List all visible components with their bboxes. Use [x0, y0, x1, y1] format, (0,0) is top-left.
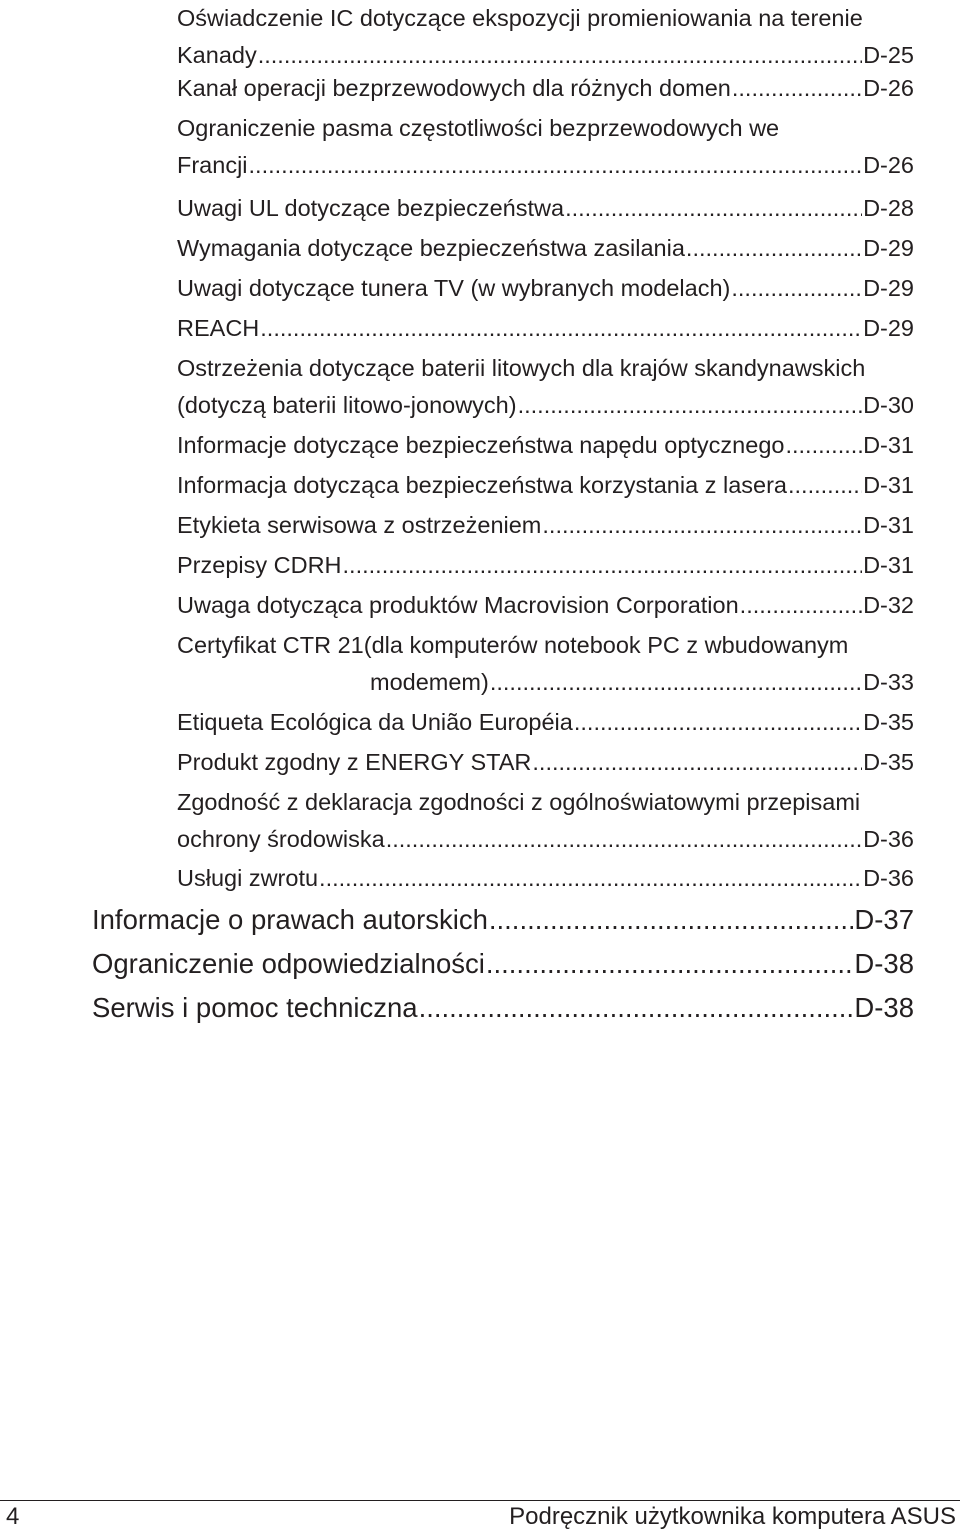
toc-page-ref: D-33 [863, 669, 914, 695]
toc-entry-title: Przepisy CDRH [177, 552, 342, 578]
toc-entry[interactable] [177, 704, 914, 741]
toc-entry[interactable] [177, 70, 914, 107]
toc-entry[interactable] [177, 190, 914, 227]
toc-entry-line [177, 270, 914, 307]
toc-leader-dots [532, 744, 862, 781]
toc-page-ref: D-26 [863, 152, 914, 178]
toc-leader-dots [686, 230, 862, 267]
toc-entry[interactable] [177, 0, 914, 74]
toc-leader-dots [731, 270, 862, 307]
toc-entry[interactable] [177, 587, 914, 624]
page-number: 4 [6, 1503, 20, 1530]
toc-entry-title: (dotyczą baterii litowo-jonowych) [177, 392, 517, 418]
toc-page-ref: D-35 [863, 709, 914, 735]
toc-page-ref: D-38 [854, 992, 914, 1023]
toc-leader-dots [386, 821, 862, 858]
toc-entry-line [177, 627, 914, 664]
toc-entry-title: Etykieta serwisowa z ostrzeżeniem [177, 512, 542, 538]
toc-page-ref: D-31 [863, 472, 914, 498]
toc-entry-line [177, 860, 914, 897]
toc-entry-line [177, 427, 914, 464]
toc-entry[interactable] [177, 507, 914, 544]
toc-entry-line [177, 387, 914, 424]
toc-leader-dots [542, 507, 862, 544]
toc-entry-line [177, 70, 914, 107]
toc-entry-title: Kanady [177, 42, 257, 68]
toc-entry[interactable] [177, 627, 914, 701]
toc-leader-dots [260, 310, 862, 347]
toc-entry-title: Francji [177, 152, 248, 178]
toc-entry-title: Ograniczenie odpowiedzialności [92, 948, 485, 979]
toc-entry[interactable] [177, 350, 914, 424]
toc-entry-line [177, 0, 914, 37]
toc-leader-dots [788, 467, 862, 504]
toc-page-ref: D-38 [854, 948, 914, 979]
toc-entry[interactable] [177, 310, 914, 347]
toc-entry-title: modemem) [370, 669, 489, 695]
toc-page-ref: D-29 [863, 275, 914, 301]
toc-entry-title: Etiqueta Ecológica da União Européia [177, 709, 573, 735]
toc-leader-dots [343, 547, 863, 584]
toc-entry[interactable] [92, 986, 914, 1030]
toc-entry-line [177, 110, 914, 147]
toc-entry-title: Informacje o prawach autorskich [92, 904, 488, 935]
toc-page-ref: D-32 [863, 592, 914, 618]
toc-entry-title: Serwis i pomoc techniczna [92, 992, 418, 1023]
toc-entry[interactable] [177, 427, 914, 464]
toc-entry-line [177, 147, 914, 184]
toc-leader-dots [319, 860, 862, 897]
toc-entry-title: Informacje dotyczące bezpieczeństwa napędu optycznego [177, 432, 785, 458]
toc-leader-dots [732, 70, 862, 107]
toc-entry[interactable] [92, 942, 914, 986]
toc-page-ref: D-25 [863, 42, 914, 68]
toc-entry-line [92, 942, 914, 986]
toc-page-ref: D-26 [863, 75, 914, 101]
toc-entry[interactable] [177, 110, 914, 184]
toc-leader-dots [486, 942, 854, 986]
toc-entry-line [177, 664, 914, 701]
toc-entry-title: Usługi zwrotu [177, 865, 319, 891]
toc-entry-title: Oświadczenie IC dotyczące ekspozycji promieniowania na terenie [177, 5, 863, 31]
toc-page-ref: D-30 [863, 392, 914, 418]
toc-entry[interactable] [177, 547, 914, 584]
toc-entry-title: Informacja dotycząca bezpieczeństwa korzystania z lasera [177, 472, 787, 498]
toc-entry[interactable] [177, 860, 914, 897]
toc-entry[interactable] [177, 467, 914, 504]
toc-entry-line [177, 467, 914, 504]
toc-entry[interactable] [92, 898, 914, 942]
toc-entry-line [177, 190, 914, 227]
footer-title: Podręcznik użytkownika komputera ASUS [509, 1503, 956, 1530]
toc-entry[interactable] [177, 784, 914, 858]
toc-entry-title: Ograniczenie pasma częstotliwości bezprzewodowych we [177, 115, 780, 141]
toc-entry-line [177, 37, 914, 74]
toc-entry-title: Uwagi UL dotyczące bezpieczeństwa [177, 195, 565, 221]
toc-leader-dots [249, 147, 863, 184]
toc-entry-title: REACH [177, 315, 260, 341]
toc-page-ref: D-37 [854, 904, 914, 935]
toc-page-ref: D-31 [863, 552, 914, 578]
toc-entry[interactable] [177, 744, 914, 781]
toc-page-ref: D-36 [863, 826, 914, 852]
toc-entry-line [177, 230, 914, 267]
toc-entry-line [177, 821, 914, 858]
toc-entry-line [177, 547, 914, 584]
toc-entry-title: Produkt zgodny z ENERGY STAR [177, 749, 532, 775]
toc-entry-line [177, 784, 914, 821]
toc-entry-title: Uwaga dotycząca produktów Macrovision Corporation [177, 592, 739, 618]
toc-leader-dots [565, 190, 862, 227]
toc-leader-dots [574, 704, 862, 741]
toc-entry-line [177, 587, 914, 624]
toc-entry-title: ochrony środowiska [177, 826, 385, 852]
toc-leader-dots [518, 387, 862, 424]
toc-page-ref: D-35 [863, 749, 914, 775]
footer-divider [0, 1500, 960, 1501]
toc-entry-title: Certyfikat CTR 21(dla komputerów notebook PC z wbudowanym [177, 632, 849, 658]
toc-entry-title: Kanał operacji bezprzewodowych dla różnych domen [177, 75, 731, 101]
toc-entry-title: Uwagi dotyczące tunera TV (w wybranych modelach) [177, 275, 731, 301]
toc-leader-dots [419, 986, 854, 1030]
toc-page-ref: D-29 [863, 315, 914, 341]
toc-leader-dots [785, 427, 862, 464]
toc-page-ref: D-28 [863, 195, 914, 221]
toc-page-ref: D-36 [863, 865, 914, 891]
toc-page-ref: D-31 [863, 512, 914, 538]
toc-entry-title: Wymagania dotyczące bezpieczeństwa zasilania [177, 235, 685, 261]
toc-entry-line [177, 350, 914, 387]
toc-page-ref: D-29 [863, 235, 914, 261]
toc-entry-title: Zgodność z deklaracja zgodności z ogólnoświatowymi przepisami [177, 789, 861, 815]
toc-entry[interactable] [177, 270, 914, 307]
toc-entry-line [177, 704, 914, 741]
toc-entry-line [92, 986, 914, 1030]
toc-leader-dots [489, 898, 854, 942]
toc-entry-line [177, 744, 914, 781]
toc-page-ref: D-31 [863, 432, 914, 458]
toc-entry-line [177, 507, 914, 544]
toc-leader-dots [490, 664, 862, 701]
toc-entry[interactable] [177, 230, 914, 267]
toc-entry-line [92, 898, 914, 942]
toc-entry-line [177, 310, 914, 347]
toc-leader-dots [740, 587, 862, 624]
toc-entry-title: Ostrzeżenia dotyczące baterii litowych dla krajów skandynawskich [177, 355, 866, 381]
toc-leader-dots [258, 37, 862, 74]
